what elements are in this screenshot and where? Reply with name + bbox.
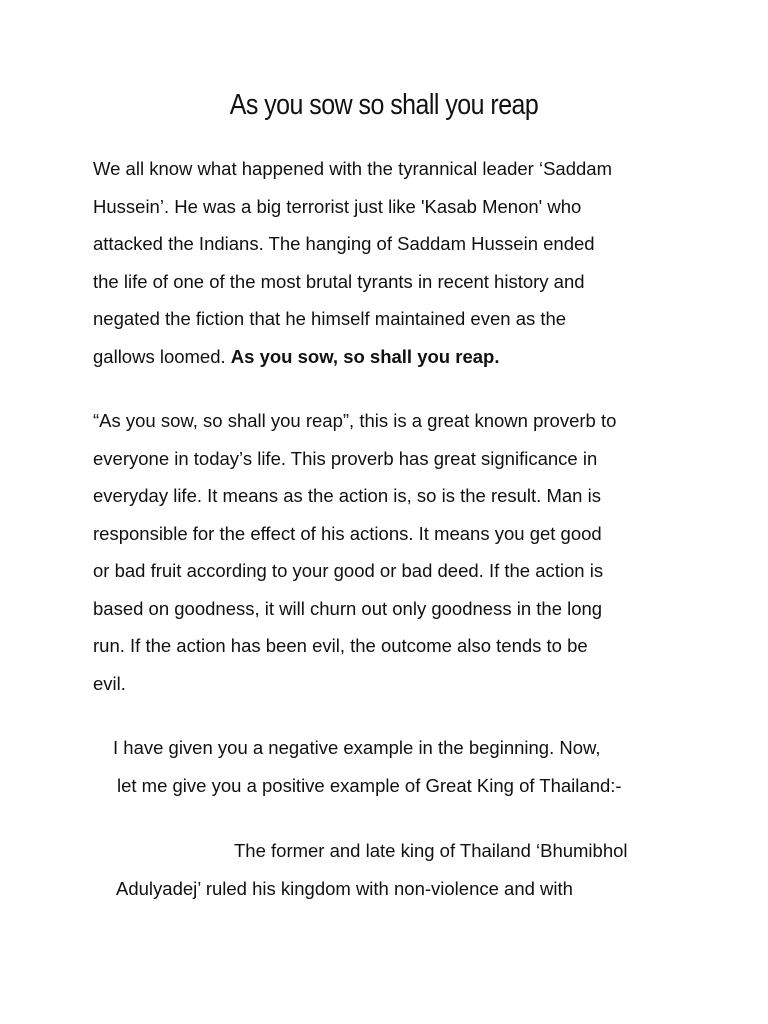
text-line: the life of one of the most brutal tyrants in recent history and	[93, 270, 585, 292]
text-line: run. If the action has been evil, the outcome also tends to be	[93, 635, 588, 656]
text-line: I have given you a negative example in the beginning. Now,	[113, 737, 601, 758]
text-line: evil.	[93, 672, 126, 694]
text-line: attacked the Indians. The hanging of Saddam Hussein ended	[93, 233, 595, 254]
paragraph-saddam-hussein	[93, 150, 693, 375]
bold-proverb: As you sow, so shall you reap.	[230, 345, 500, 367]
text-line: everyday life. It means as the action is, so is the result. Man is	[93, 485, 601, 506]
paragraph-thailand-king	[116, 832, 716, 907]
text-line: Adulyadej’ ruled his kingdom with non-violence and with	[116, 877, 573, 899]
text-line: negated the fiction that he himself maintained even as the	[93, 308, 567, 329]
text-line: The former and late king of Thailand ‘Bhumibhol	[234, 840, 628, 861]
paragraph-transition	[113, 729, 713, 804]
text-line: based on goodness, it will churn out only goodness in the long	[93, 597, 603, 619]
document-title: As you sow so shall you reap	[229, 89, 539, 121]
text-line: or bad fruit according to your good or bad deed. If the action is	[93, 560, 604, 581]
text-line: “As you sow, so shall you reap”, this is a great known proverb to	[93, 410, 617, 431]
text-fragment: gallows loomed.	[93, 345, 231, 367]
text-line-with-bold	[93, 338, 693, 376]
text-line: let me give you a positive example of Great King of Thailand:-	[117, 774, 622, 796]
text-line: We all know what happened with the tyrannical leader ‘Saddam	[93, 158, 612, 179]
paragraph-proverb-meaning	[93, 402, 693, 702]
text-line: Hussein’. He was a big terrorist just like 'Kasab Menon' who	[93, 195, 582, 217]
text-line: responsible for the effect of his actions. It means you get good	[93, 522, 602, 544]
text-line: everyone in today’s life. This proverb has great significance in	[93, 447, 598, 469]
